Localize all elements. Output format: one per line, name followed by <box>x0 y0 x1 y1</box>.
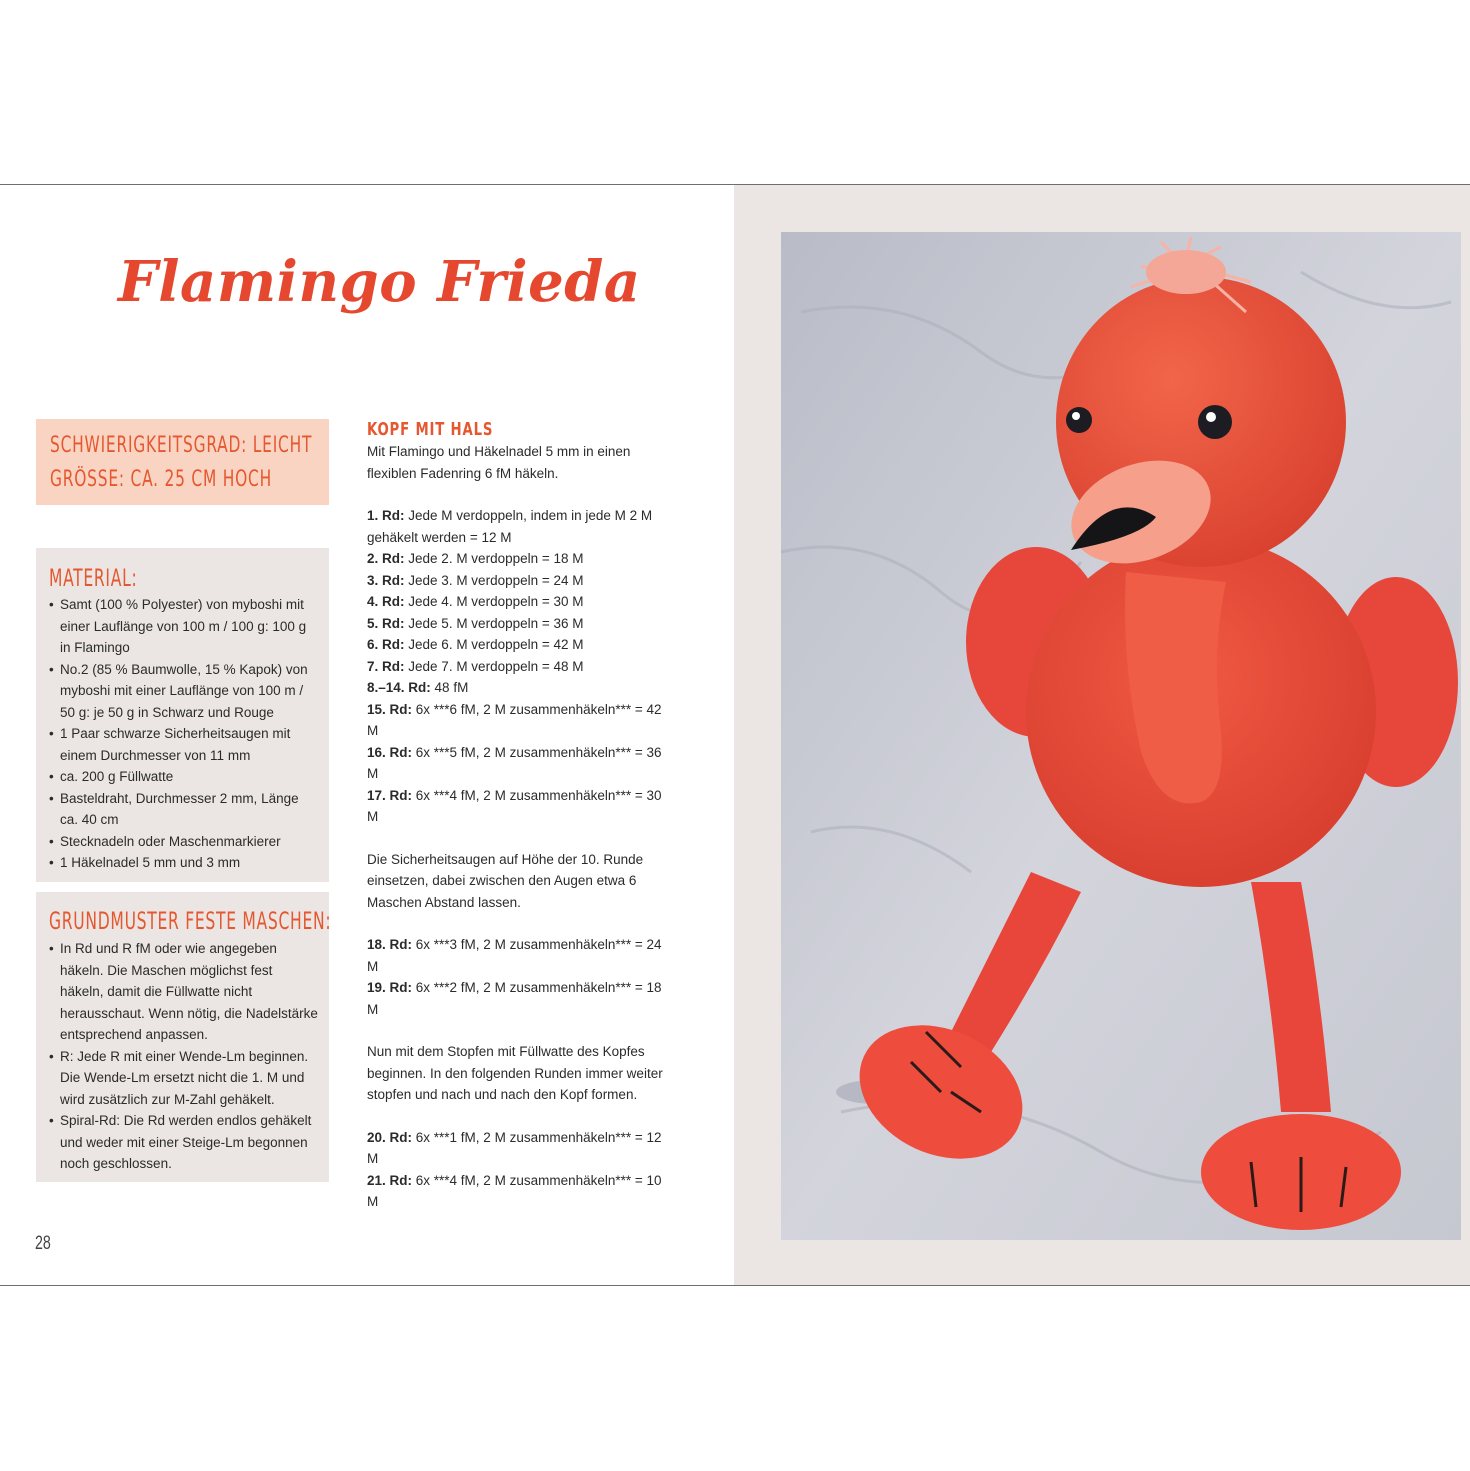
round-text: 48 fM <box>434 680 469 695</box>
round-text: Jede 5. M verdoppeln = 36 M <box>408 615 584 631</box>
flamingo-illustration <box>781 232 1461 1240</box>
intro-text: Mit Flamingo und Häkelnadel 5 mm in einen flexiblen Fadenring 6 fM häkeln. <box>367 444 631 481</box>
round-row <box>367 656 667 678</box>
round-label: 17. Rd: <box>367 787 413 803</box>
material-heading: MATERIAL: <box>49 564 138 592</box>
list-item: • 1 Paar schwarze Sicherheitsaugen mit einem Durchmesser von 11 mm <box>48 723 318 766</box>
round-text: Jede 3. M verdoppeln = 24 M <box>408 572 584 588</box>
difficulty-box <box>36 419 329 505</box>
pattern-title: Flamingo Frieda <box>118 249 641 315</box>
round-text: 6x ***2 fM, 2 M zusammenhäkeln*** = 18 M <box>367 980 662 1017</box>
round-label: 2. Rd: <box>367 551 405 566</box>
round-label: 20. Rd: <box>367 1129 413 1145</box>
round-label: 15. Rd: <box>367 701 413 717</box>
round-row <box>367 548 667 570</box>
round-row <box>367 699 667 742</box>
round-label: 19. Rd: <box>367 980 413 995</box>
round-row <box>367 977 667 1020</box>
round-label: 18. Rd: <box>367 937 413 952</box>
round-row <box>367 677 667 699</box>
round-text: Jede 2. M verdoppeln = 18 M <box>408 551 584 566</box>
round-label: 7. Rd: <box>367 658 405 674</box>
grundmuster-box <box>36 892 332 1182</box>
list-item: • Stecknadeln oder Maschenmarkierer <box>48 831 318 853</box>
round-row <box>367 591 667 613</box>
list-item: • 1 Häkelnadel 5 mm und 3 mm <box>48 852 318 874</box>
section-heading: KOPF MIT HALS <box>367 419 494 440</box>
grundmuster-list <box>48 938 318 1175</box>
list-item: • Spiral-Rd: Die Rd werden endlos gehäkelt und weder mit einer Steige-Lm begonnen noch geschlossen. <box>48 1110 318 1175</box>
eyes-note: Die Sicherheitsaugen auf Höhe der 10. Runde einsetzen, dabei zwischen den Augen etwa 6 Maschen Abstand lassen. <box>367 851 644 910</box>
instructions-column <box>367 419 667 1213</box>
round-label: 5. Rd: <box>367 615 405 631</box>
round-text: 6x ***4 fM, 2 M zusammenhäkeln*** = 10 M <box>367 1172 662 1209</box>
round-text: Jede 4. M verdoppeln = 30 M <box>408 594 584 609</box>
difficulty-text: SCHWIERIGKEITSGRAD: LEICHT <box>50 433 313 458</box>
round-text: 6x ***1 fM, 2 M zusammenhäkeln*** = 12 M <box>367 1129 662 1166</box>
book-spread <box>0 184 1470 1286</box>
material-list <box>48 594 318 874</box>
round-text: 6x ***3 fM, 2 M zusammenhäkeln*** = 24 M <box>367 937 662 974</box>
round-label: 6. Rd: <box>367 637 405 652</box>
list-item: • Basteldraht, Durchmesser 2 mm, Länge ca. 40 cm <box>48 788 318 831</box>
round-label: 3. Rd: <box>367 572 405 588</box>
round-row <box>367 505 667 548</box>
grundmuster-heading: GRUNDMUSTER FESTE MASCHEN: <box>49 907 332 935</box>
round-text: 6x ***6 fM, 2 M zusammenhäkeln*** = 42 M <box>367 701 662 738</box>
list-item: • ca. 200 g Füllwatte <box>48 766 318 788</box>
material-box <box>36 548 329 882</box>
rounds-list <box>367 505 667 828</box>
round-row <box>367 934 667 977</box>
size-text: GRÖSSE: CA. 25 CM HOCH <box>50 467 273 492</box>
flamingo-photo <box>781 232 1461 1240</box>
list-item: • In Rd und R fM oder wie angegeben häkeln. Die Maschen möglichst fest häkeln, damit die Füllwatte nicht herausschaut. Wenn nötig, die Nadelstärke entsprechend anpassen. <box>48 938 318 1046</box>
round-text: Jede M verdoppeln, indem in jede M 2 M gehäkelt werden = 12 M <box>367 508 653 545</box>
round-label: 21. Rd: <box>367 1172 413 1188</box>
round-label: 8.–14. Rd: <box>367 680 431 695</box>
round-label: 16. Rd: <box>367 744 413 760</box>
round-text: 6x ***4 fM, 2 M zusammenhäkeln*** = 30 M <box>367 787 662 824</box>
rounds-list <box>367 1127 667 1213</box>
rounds-list <box>367 934 667 1020</box>
list-item: • No.2 (85 % Baumwolle, 15 % Kapok) von myboshi mit einer Lauflänge von 100 m / 50 g: je 50 g in Schwarz und Rouge <box>48 659 318 724</box>
page-number: 28 <box>35 1233 51 1254</box>
round-text: Jede 7. M verdoppeln = 48 M <box>408 658 584 674</box>
round-text: 6x ***5 fM, 2 M zusammenhäkeln*** = 36 M <box>367 744 662 781</box>
stuffing-note: Nun mit dem Stopfen mit Füllwatte des Kopfes beginnen. In den folgenden Runden immer weiter stopfen und nach und nach den Kopf formen. <box>367 1044 663 1102</box>
list-item: • R: Jede R mit einer Wende-Lm beginnen. Die Wende-Lm ersetzt nicht die 1. M und wird zusätzlich zur M-Zahl gehäkelt. <box>48 1046 318 1111</box>
round-row <box>367 785 667 828</box>
round-row <box>367 613 667 635</box>
round-row <box>367 1170 667 1213</box>
round-row <box>367 1127 667 1170</box>
round-row <box>367 634 667 656</box>
list-item: • Samt (100 % Polyester) von myboshi mit einer Lauflänge von 100 m / 100 g: 100 g in Flamingo <box>48 594 318 659</box>
round-label: 4. Rd: <box>367 594 405 609</box>
round-row <box>367 570 667 592</box>
round-label: 1. Rd: <box>367 508 405 523</box>
round-row <box>367 742 667 785</box>
round-text: Jede 6. M verdoppeln = 42 M <box>408 637 584 652</box>
